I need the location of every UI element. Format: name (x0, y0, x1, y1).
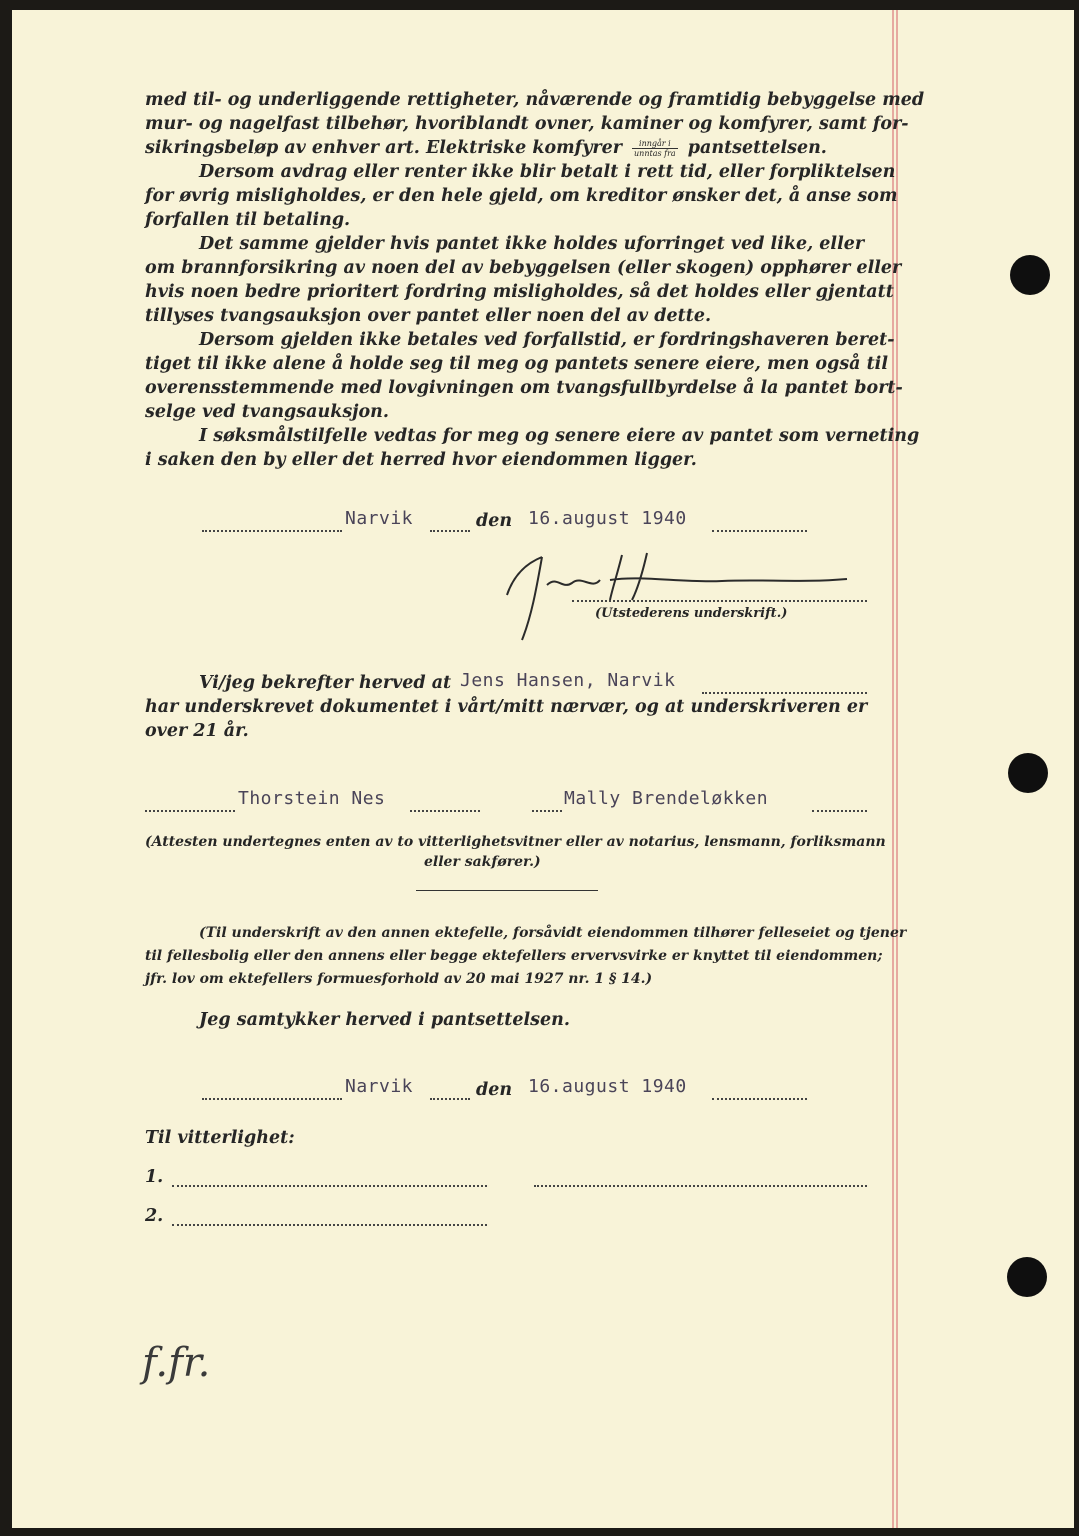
punch-hole (1010, 255, 1050, 295)
body-line: om brannforsikring av noen del av bebyggelsen (eller skogen) opphører eller (145, 258, 902, 278)
date-value: 16.august 1940 (528, 1076, 687, 1097)
margin-line (896, 10, 898, 1528)
body-line: tiget til ikke alene å holde seg til meg og pantets senere eiere, men også til (145, 354, 888, 374)
dotted-line (812, 810, 867, 812)
signature-caption: (Utstederens underskrift.) (595, 606, 788, 621)
witness-number-1: 1. (145, 1167, 164, 1187)
spouse-note-line: (Til underskrift av den annen ektefelle, forsåvidt eiendommen tilhører felleseiet og tjener (199, 925, 907, 941)
body-line: overensstemmende med lovgivningen om tvangsfullbyrdelse å la pantet bort- (145, 378, 903, 398)
dotted-line (145, 810, 235, 812)
body-line: Det samme gjelder hvis pantet ikke holdes uforringet ved like, eller (199, 234, 865, 254)
body-line: i saken den by eller det herred hvor eiendommen ligger. (145, 450, 697, 470)
confirm-line2: har underskrevet dokumentet i vårt/mitt nærvær, og at underskriveren er (145, 697, 868, 717)
spouse-note-line: jfr. lov om ektefellers formuesforhold av 20 mai 1927 nr. 1 § 14.) (145, 971, 653, 987)
fraction (632, 139, 678, 158)
dotted-line (702, 692, 867, 694)
consent-text: Jeg samtykker herved i pantsettelsen. (199, 1010, 570, 1030)
date-place: Narvik (345, 1076, 414, 1097)
body-line: mur- og nagelfast tilbehør, hvoriblandt ovner, kaminer og komfyrer, samt for- (145, 114, 909, 134)
body-line: med til- og underliggende rettigheter, nåværende og framtidig bebyggelse med (145, 90, 925, 110)
spouse-note-line: til fellesbolig eller den annens eller begge ektefellers ervervsvirke er knyttet til eiendommen; (145, 948, 883, 964)
margin-line (892, 10, 894, 1528)
date-den: den (476, 511, 513, 531)
date-place: Narvik (345, 508, 414, 529)
witness-heading: Til vitterlighet: (145, 1128, 295, 1148)
witness-number-2: 2. (145, 1206, 164, 1226)
dotted-line (430, 1098, 470, 1100)
attest-note-line: (Attesten undertegnes enten av to vitterlighetsvitner eller av notarius, lensmann, forliksmann (145, 834, 886, 850)
date-den: den (476, 1080, 513, 1100)
margin-handwriting: f.fr. (142, 1340, 211, 1386)
dotted-line (202, 530, 342, 532)
body-line: I søksmålstilfelle vedtas for meg og senere eiere av pantet som verneting (199, 426, 920, 446)
body-line: Dersom gjelden ikke betales ved forfallstid, er fordringshaveren beret- (199, 330, 895, 350)
witness-line-2 (172, 1224, 487, 1226)
dotted-line (430, 530, 470, 532)
witness-line-1a (172, 1185, 487, 1187)
witness-2-name: Mally Brendeløkken (564, 788, 769, 809)
witness-line-1b (534, 1185, 867, 1187)
witness-1-name: Thorstein Nes (238, 788, 386, 809)
punch-hole (1008, 753, 1048, 793)
fraction-after: pantsettelsen. (687, 138, 827, 158)
punch-hole (1007, 1257, 1047, 1297)
confirm-line3: over 21 år. (145, 721, 249, 741)
dotted-line (712, 1098, 807, 1100)
body-line: hvis noen bedre prioritert fordring misligholdes, så det holdes eller gjentatt (145, 282, 894, 302)
confirm-prefix: Vi/jeg bekrefter herved at (199, 673, 452, 693)
body-line: for øvrig misligholdes, er den hele gjeld, om kreditor ønsker det, å anse som (145, 186, 898, 206)
separator-rule (416, 890, 598, 891)
body-line: tillyses tvangsauksjon over pantet eller noen del av dette. (145, 306, 712, 326)
fraction-bottom: unntas fra (634, 149, 676, 158)
signature-line (572, 600, 867, 602)
date-value: 16.august 1940 (528, 508, 687, 529)
body-line: Dersom avdrag eller renter ikke blir betalt i rett tid, eller forpliktelsen (199, 162, 896, 182)
dotted-line (532, 810, 562, 812)
fraction-top: inngår i (632, 139, 678, 149)
body-line-text: sikringsbeløp av enhver art. Elektriske komfyrer (145, 138, 622, 158)
body-line: selge ved tvangsauksjon. (145, 402, 389, 422)
body-line: forfallen til betaling. (145, 210, 351, 230)
confirm-name: Jens Hansen, Narvik (460, 670, 676, 691)
dotted-line (410, 810, 480, 812)
attest-note-line: eller sakfører.) (424, 854, 541, 870)
dotted-line (712, 530, 807, 532)
body-line (145, 138, 827, 158)
document-page (12, 10, 1074, 1528)
dotted-line (202, 1098, 342, 1100)
